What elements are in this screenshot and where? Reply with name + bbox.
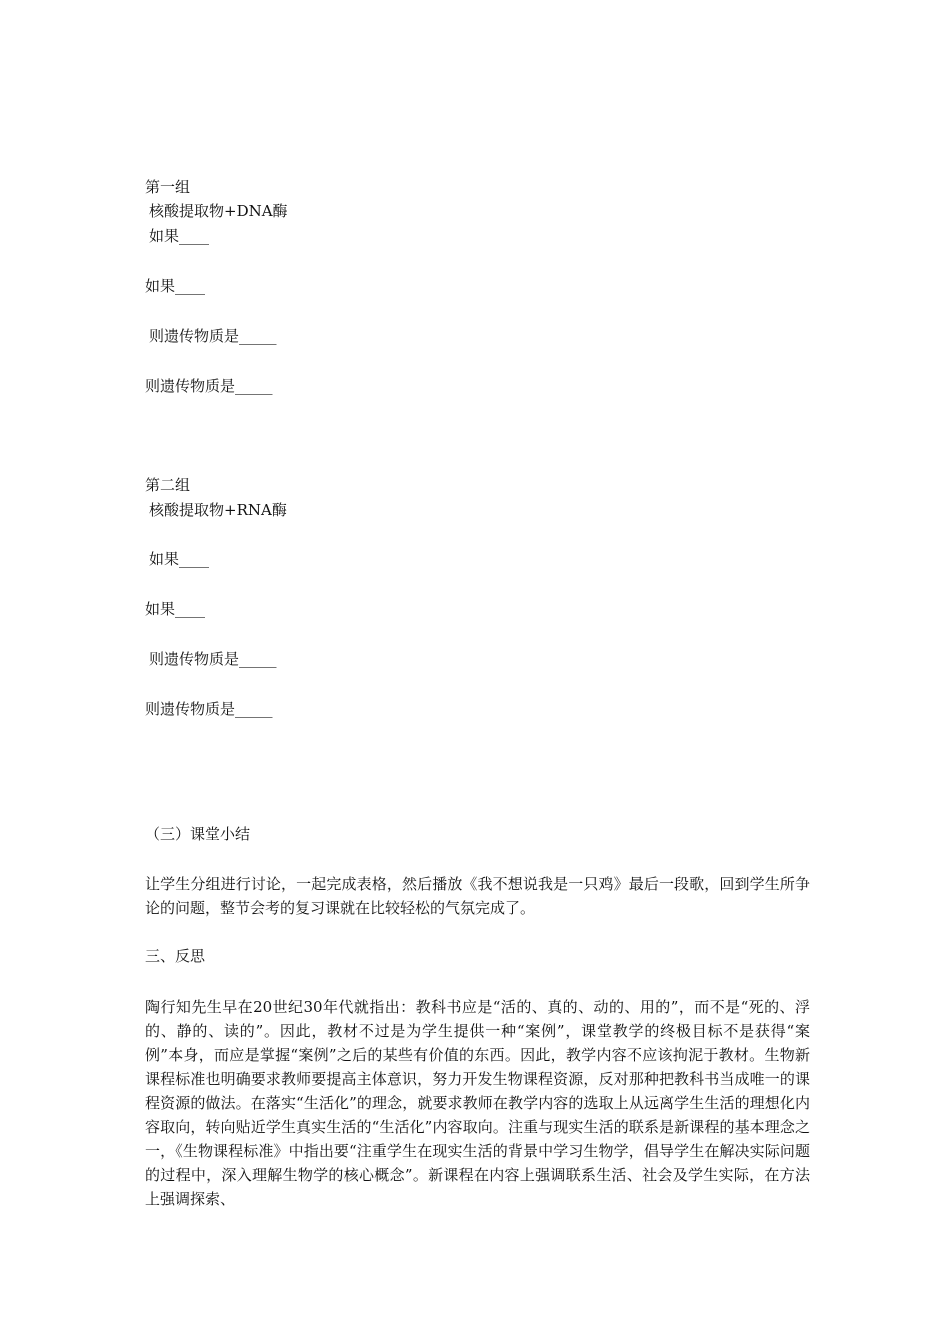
group2-if-b: 如果____	[145, 600, 206, 618]
summary-heading: （三）课堂小结	[145, 825, 251, 843]
reflection-heading: 三、反思	[145, 947, 206, 965]
group1-if-a: 如果____	[149, 227, 210, 245]
group2-if-a: 如果____	[149, 550, 210, 568]
group2-then-a: 则遗传物质是_____	[149, 650, 277, 668]
reflection-paragraph: 陶行知先生早在20世纪30年代就指出：教科书应是“活的、真的、动的、用的”，而不是“死的、浮的、静的、读的”。因此，教材不过是为学生提供一种“案例”，课堂教学的终极目标不是获得“案例”本身，而应是掌握“案例”之后的某些有价值的东西。因此，教学内容不应该拘泥于教材。生物新课程标准也明确要求教师要提高主体意识，努力开发生物课程资源，反对那种把教科书当成唯一的课程资源的做法。在落实“生活化”的理念，就要求教师在教学内容的选取上从远离学生生活的理想化内容取向，转向贴近学生真实生活的“生活化”内容取向。注重与现实生活的联系是新课程的基本理念之一，《生物课程标准》中指出要“注重学生在现实生活的背景中学习生物学，倡导学生在解决实际问题的过程中，深入理解生物学的核心概念”。新课程在内容上强调联系生活、社会及学生实际，在方法上强调探索、	[145, 998, 810, 1208]
summary-paragraph: 让学生分组进行讨论，一起完成表格，然后播放《我不想说我是一只鸡》最后一段歌，回到学生所争论的问题，整节会考的复习课就在比较轻松的气氛完成了。	[145, 875, 810, 917]
group2-reagent: 核酸提取物+RNA酶	[149, 501, 287, 519]
group1-if-b: 如果____	[145, 277, 206, 295]
group1-then-a: 则遗传物质是_____	[149, 327, 277, 345]
group2-title: 第二组	[145, 476, 191, 494]
group1-reagent: 核酸提取物+DNA酶	[149, 202, 288, 220]
group1-then-b: 则遗传物质是_____	[145, 377, 273, 395]
group2-then-b: 则遗传物质是_____	[145, 700, 273, 718]
group1-title: 第一组	[145, 178, 191, 196]
